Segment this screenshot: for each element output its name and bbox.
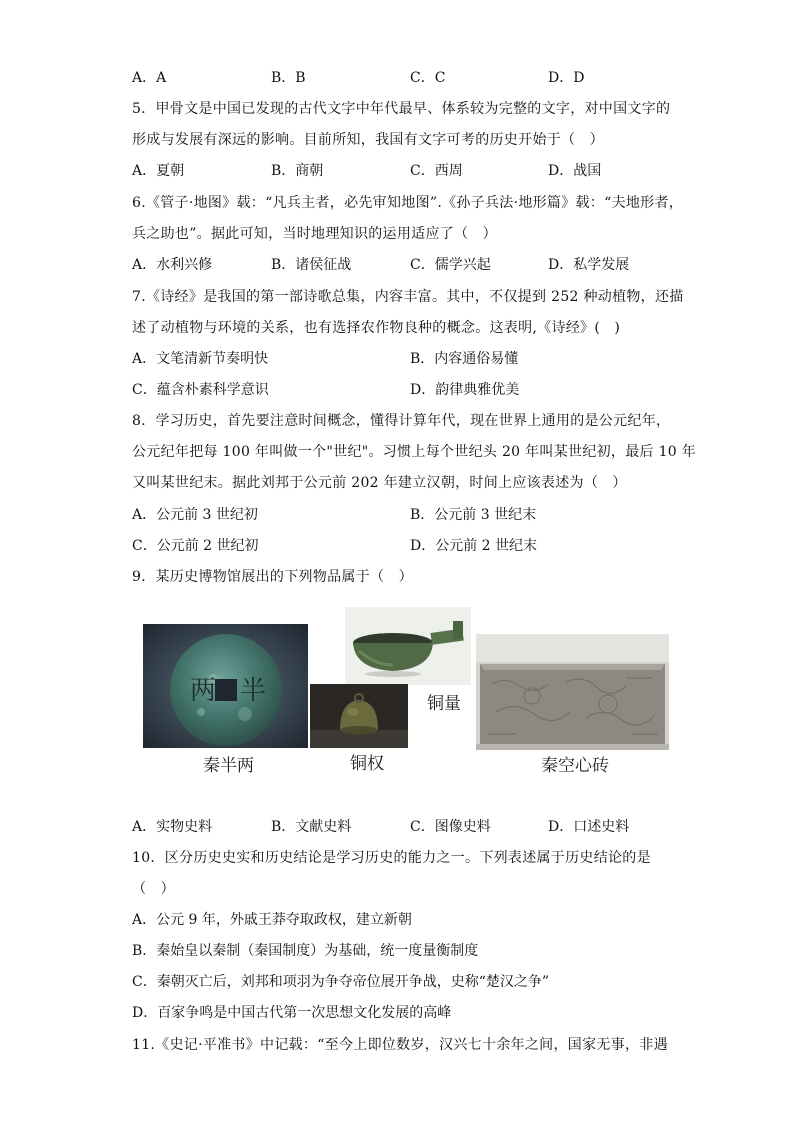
caption-bronze-weight: 铜权 [350,754,384,774]
q5-stem-line1: 5．甲骨文是中国已发现的古代文字中年代最早、体系较为完整的文字，对中国文字的 [132,101,671,117]
q10-option-b[interactable]: B．秦始皇以秦制（秦国制度）为基础，统一度量衡制度 [132,943,479,959]
q9-option-c[interactable]: C．图像史料 [410,819,491,835]
q10-option-d[interactable]: D．百家争鸣是中国古代第一次思想文化发展的高峰 [132,1005,452,1021]
q8-option-d[interactable]: D．公元前 2 世纪末 [410,538,538,554]
coin-glyph-ban: 半 [239,676,267,706]
q11-stem-line1: 11.《史记·平准书》中记载：“至今上即位数岁，汉兴七十余年之间，国家无事，非遇 [132,1037,668,1053]
q5-option-c[interactable]: C．西周 [410,163,463,179]
q5-option-d[interactable]: D．战国 [548,163,602,179]
caption-qin-banliang: 秦半两 [203,756,254,776]
q8-option-b[interactable]: B．公元前 3 世纪末 [410,507,537,523]
caption-qin-hollow-brick: 秦空心砖 [541,756,609,776]
q9-option-a[interactable]: A．实物史料 [132,819,213,835]
q7-stem-line2: 述了动植物与环境的关系，也有选择农作物良种的概念。这表明,《诗经》( ) [132,320,621,336]
q10-option-a[interactable]: A．公元 9 年，外戚王莽夺取政权，建立新朝 [132,912,412,928]
q6-option-b[interactable]: B．诸侯征战 [271,257,352,273]
bronze-measure-image [345,607,471,685]
q5-stem-line2: 形成与发展有深远的影响。目前所知，我国有文字可考的历史开始于（ ） [132,132,604,148]
q8-stem-line1: 8．学习历史，首先要注意时间概念，懂得计算年代，现在世界上通用的是公元纪年， [132,413,671,429]
q5-option-b[interactable]: B．商朝 [271,163,324,179]
q7-stem-line1: 7.《诗经》是我国的第一部诗歌总集，内容丰富。其中，不仅提到 252 种动植物，还描 [132,289,684,305]
q4-option-d[interactable]: D．D [548,70,585,86]
q7-option-c[interactable]: C．蕴含朴素科学意识 [132,382,269,398]
bronze-weight-image [310,684,408,748]
q7-option-b[interactable]: B．内容通俗易懂 [410,351,519,367]
q4-option-c[interactable]: C．C [410,70,446,86]
q9-option-b[interactable]: B．文献史料 [271,819,352,835]
qin-hollow-brick-image [476,634,669,750]
q7-option-d[interactable]: D．韵律典雅优美 [410,382,520,398]
q7-option-a[interactable]: A．文笔清新节奏明快 [132,351,269,367]
q6-option-a[interactable]: A．水利兴修 [132,257,213,273]
q6-option-d[interactable]: D．私学发展 [548,257,630,273]
q9-stem: 9．某历史博物馆展出的下列物品属于（ ） [132,569,413,585]
q4-option-a[interactable]: A．A [132,70,167,86]
q6-stem-line2: 兵之助也”。据此可知，当时地理知识的运用适应了（ ） [132,226,497,242]
q10-option-c[interactable]: C．秦朝灭亡后，刘邦和项羽为争夺帝位展开争战，史称“楚汉之争” [132,974,550,990]
qin-banliang-coin-image [143,624,308,748]
q5-option-a[interactable]: A．夏朝 [132,163,185,179]
q10-stem-line1: 10．区分历史史实和历史结论是学习历史的能力之一。下列表述属于历史结论的是 [132,850,651,866]
q4-option-b[interactable]: B．B [271,70,306,86]
q8-option-c[interactable]: C．公元前 2 世纪初 [132,538,259,554]
q8-stem-line2: 公元纪年把每 100 年叫做一个"世纪"。习惯上每个世纪头 20 年叫某世纪初，最后 10 年 [132,444,697,460]
q6-option-c[interactable]: C．儒学兴起 [410,257,491,273]
q8-option-a[interactable]: A．公元前 3 世纪初 [132,507,258,523]
q10-stem-line2: （ ） [132,881,175,897]
q9-option-d[interactable]: D．口述史料 [548,819,630,835]
q6-stem-line1: 6.《管子·地图》载：“凡兵主者，必先审知地图”.《孙子兵法·地形篇》载：“夫地形者， [132,195,684,211]
caption-bronze-measure: 铜量 [427,694,461,714]
coin-glyph-liang: 两 [189,676,217,706]
q8-stem-line3: 又叫某世纪末。据此刘邦于公元前 202 年建立汉朝，时间上应该表述为（ ） [132,475,627,491]
